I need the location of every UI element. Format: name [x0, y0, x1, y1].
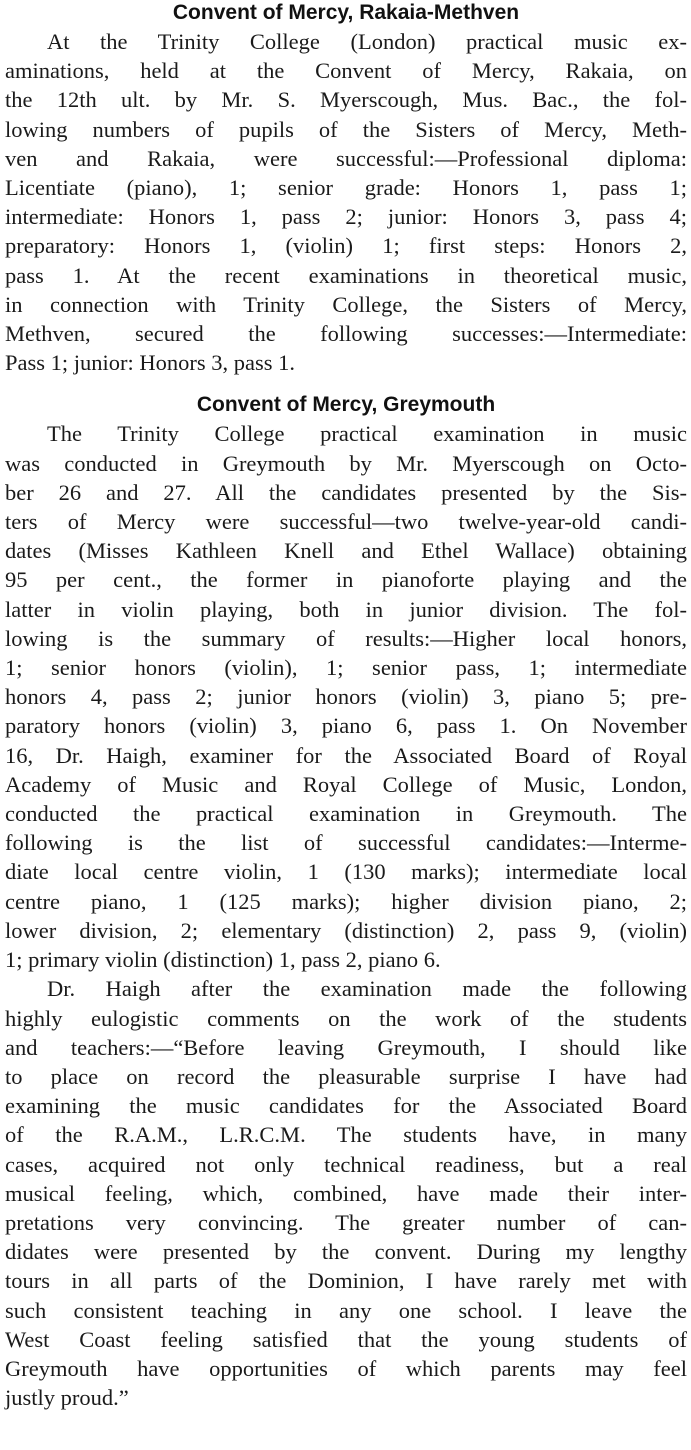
text-line: Pass 1; junior: Honors 3, pass 1.	[5, 350, 296, 376]
text-line: aminations, held at the Convent of Mercy, Rakaia, on	[5, 58, 687, 84]
text-line: pass 1. At the recent examinations in theoretical music,	[5, 262, 687, 288]
text-line: highly eulogistic comments on the work of the students	[5, 1005, 687, 1031]
text-line: tours in all parts of the Dominion, I have rarely met with	[5, 1268, 687, 1294]
text-line: dates (Misses Kathleen Knell and Ethel Wallace) obtaining	[5, 538, 687, 564]
article-heading-rakaia-methven: Convent of Mercy, Rakaia-Methven	[172, 1, 520, 24]
text-line: examining the music candidates for the Associated Board	[5, 1093, 687, 1119]
text-line: didates were presented by the convent. During my lengthy	[5, 1239, 687, 1265]
text-line: such consistent teaching in any one school. I leave the	[5, 1297, 687, 1323]
text-line: to place on record the pleasurable surprise I have had	[5, 1063, 687, 1089]
text-line: 1; senior honors (violin), 1; senior pass, 1; intermediate	[5, 655, 687, 681]
text-line: Methven, secured the following successes:—Intermediate:	[5, 321, 687, 347]
text-line: following is the list of successful candidates:—Interme-	[5, 830, 687, 856]
text-line: musical feeling, which, combined, have made their inter-	[5, 1180, 687, 1206]
article-paragraph-greymouth-results	[5, 419, 687, 974]
text-line: The Trinity College practical examination in music	[47, 421, 687, 447]
text-line: paratory honors (violin) 3, piano 6, pass 1. On November	[5, 713, 687, 739]
text-line: intermediate: Honors 1, pass 2; junior: Honors 3, pass 4;	[5, 204, 687, 230]
text-line: and teachers:—“Before leaving Greymouth, I should like	[5, 1034, 687, 1060]
text-line: centre piano, 1 (125 marks); higher division piano, 2;	[5, 888, 687, 914]
text-line: 95 per cent., the former in pianoforte playing and the	[5, 567, 687, 593]
text-line: ters of Mercy were successful—two twelve-year-old candi-	[5, 509, 687, 535]
text-line: Greymouth have opportunities of which parents may feel	[5, 1355, 687, 1381]
text-line: ber 26 and 27. All the candidates presented by the Sis-	[5, 479, 687, 505]
text-line: Dr. Haigh after the examination made the following	[47, 976, 687, 1002]
text-line: lowing is the summary of results:—Higher local honors,	[5, 625, 687, 651]
text-line: conducted the practical examination in Greymouth. The	[5, 801, 687, 827]
text-line: the 12th ult. by Mr. S. Myerscough, Mus. Bac., the fol-	[5, 87, 687, 113]
text-line: in connection with Trinity College, the Sisters of Mercy,	[5, 291, 687, 317]
text-line: Licentiate (piano), 1; senior grade: Honors 1, pass 1;	[5, 175, 687, 201]
text-line: honors 4, pass 2; junior honors (violin) 3, piano 5; pre-	[5, 684, 687, 710]
article-paragraph-haigh-comments	[5, 974, 687, 1412]
text-line: was conducted in Greymouth by Mr. Myerscough on Octo-	[5, 450, 687, 476]
article-paragraph-rakaia-methven	[5, 27, 687, 377]
text-line: lower division, 2; elementary (distinction) 2, pass 9, (violin)	[5, 917, 687, 943]
text-line: lowing numbers of pupils of the Sisters of Mercy, Meth-	[5, 116, 687, 142]
text-line: pretations very convincing. The greater number of can-	[5, 1209, 687, 1235]
text-line: Academy of Music and Royal College of Music, London,	[5, 771, 687, 797]
text-line: 16, Dr. Haigh, examiner for the Associated Board of Royal	[5, 742, 687, 768]
article-heading-greymouth: Convent of Mercy, Greymouth	[196, 393, 496, 417]
text-line: West Coast feeling satisfied that the young students of	[5, 1326, 687, 1352]
text-line: diate local centre violin, 1 (130 marks); intermediate local	[5, 859, 687, 885]
text-line: ven and Rakaia, were successful:—Professional diploma:	[5, 145, 687, 171]
text-line: of the R.A.M., L.R.C.M. The students have, in many	[5, 1122, 687, 1148]
text-line: 1; primary violin (distinction) 1, pass 2, piano 6.	[5, 947, 441, 973]
text-line: cases, acquired not only technical readiness, but a real	[5, 1151, 687, 1177]
text-line: preparatory: Honors 1, (violin) 1; first steps: Honors 2,	[5, 233, 687, 259]
text-line: At the Trinity College (London) practical music ex-	[47, 29, 687, 54]
text-line: latter in violin playing, both in junior division. The fol-	[5, 596, 687, 622]
text-line: justly proud.”	[5, 1385, 129, 1411]
